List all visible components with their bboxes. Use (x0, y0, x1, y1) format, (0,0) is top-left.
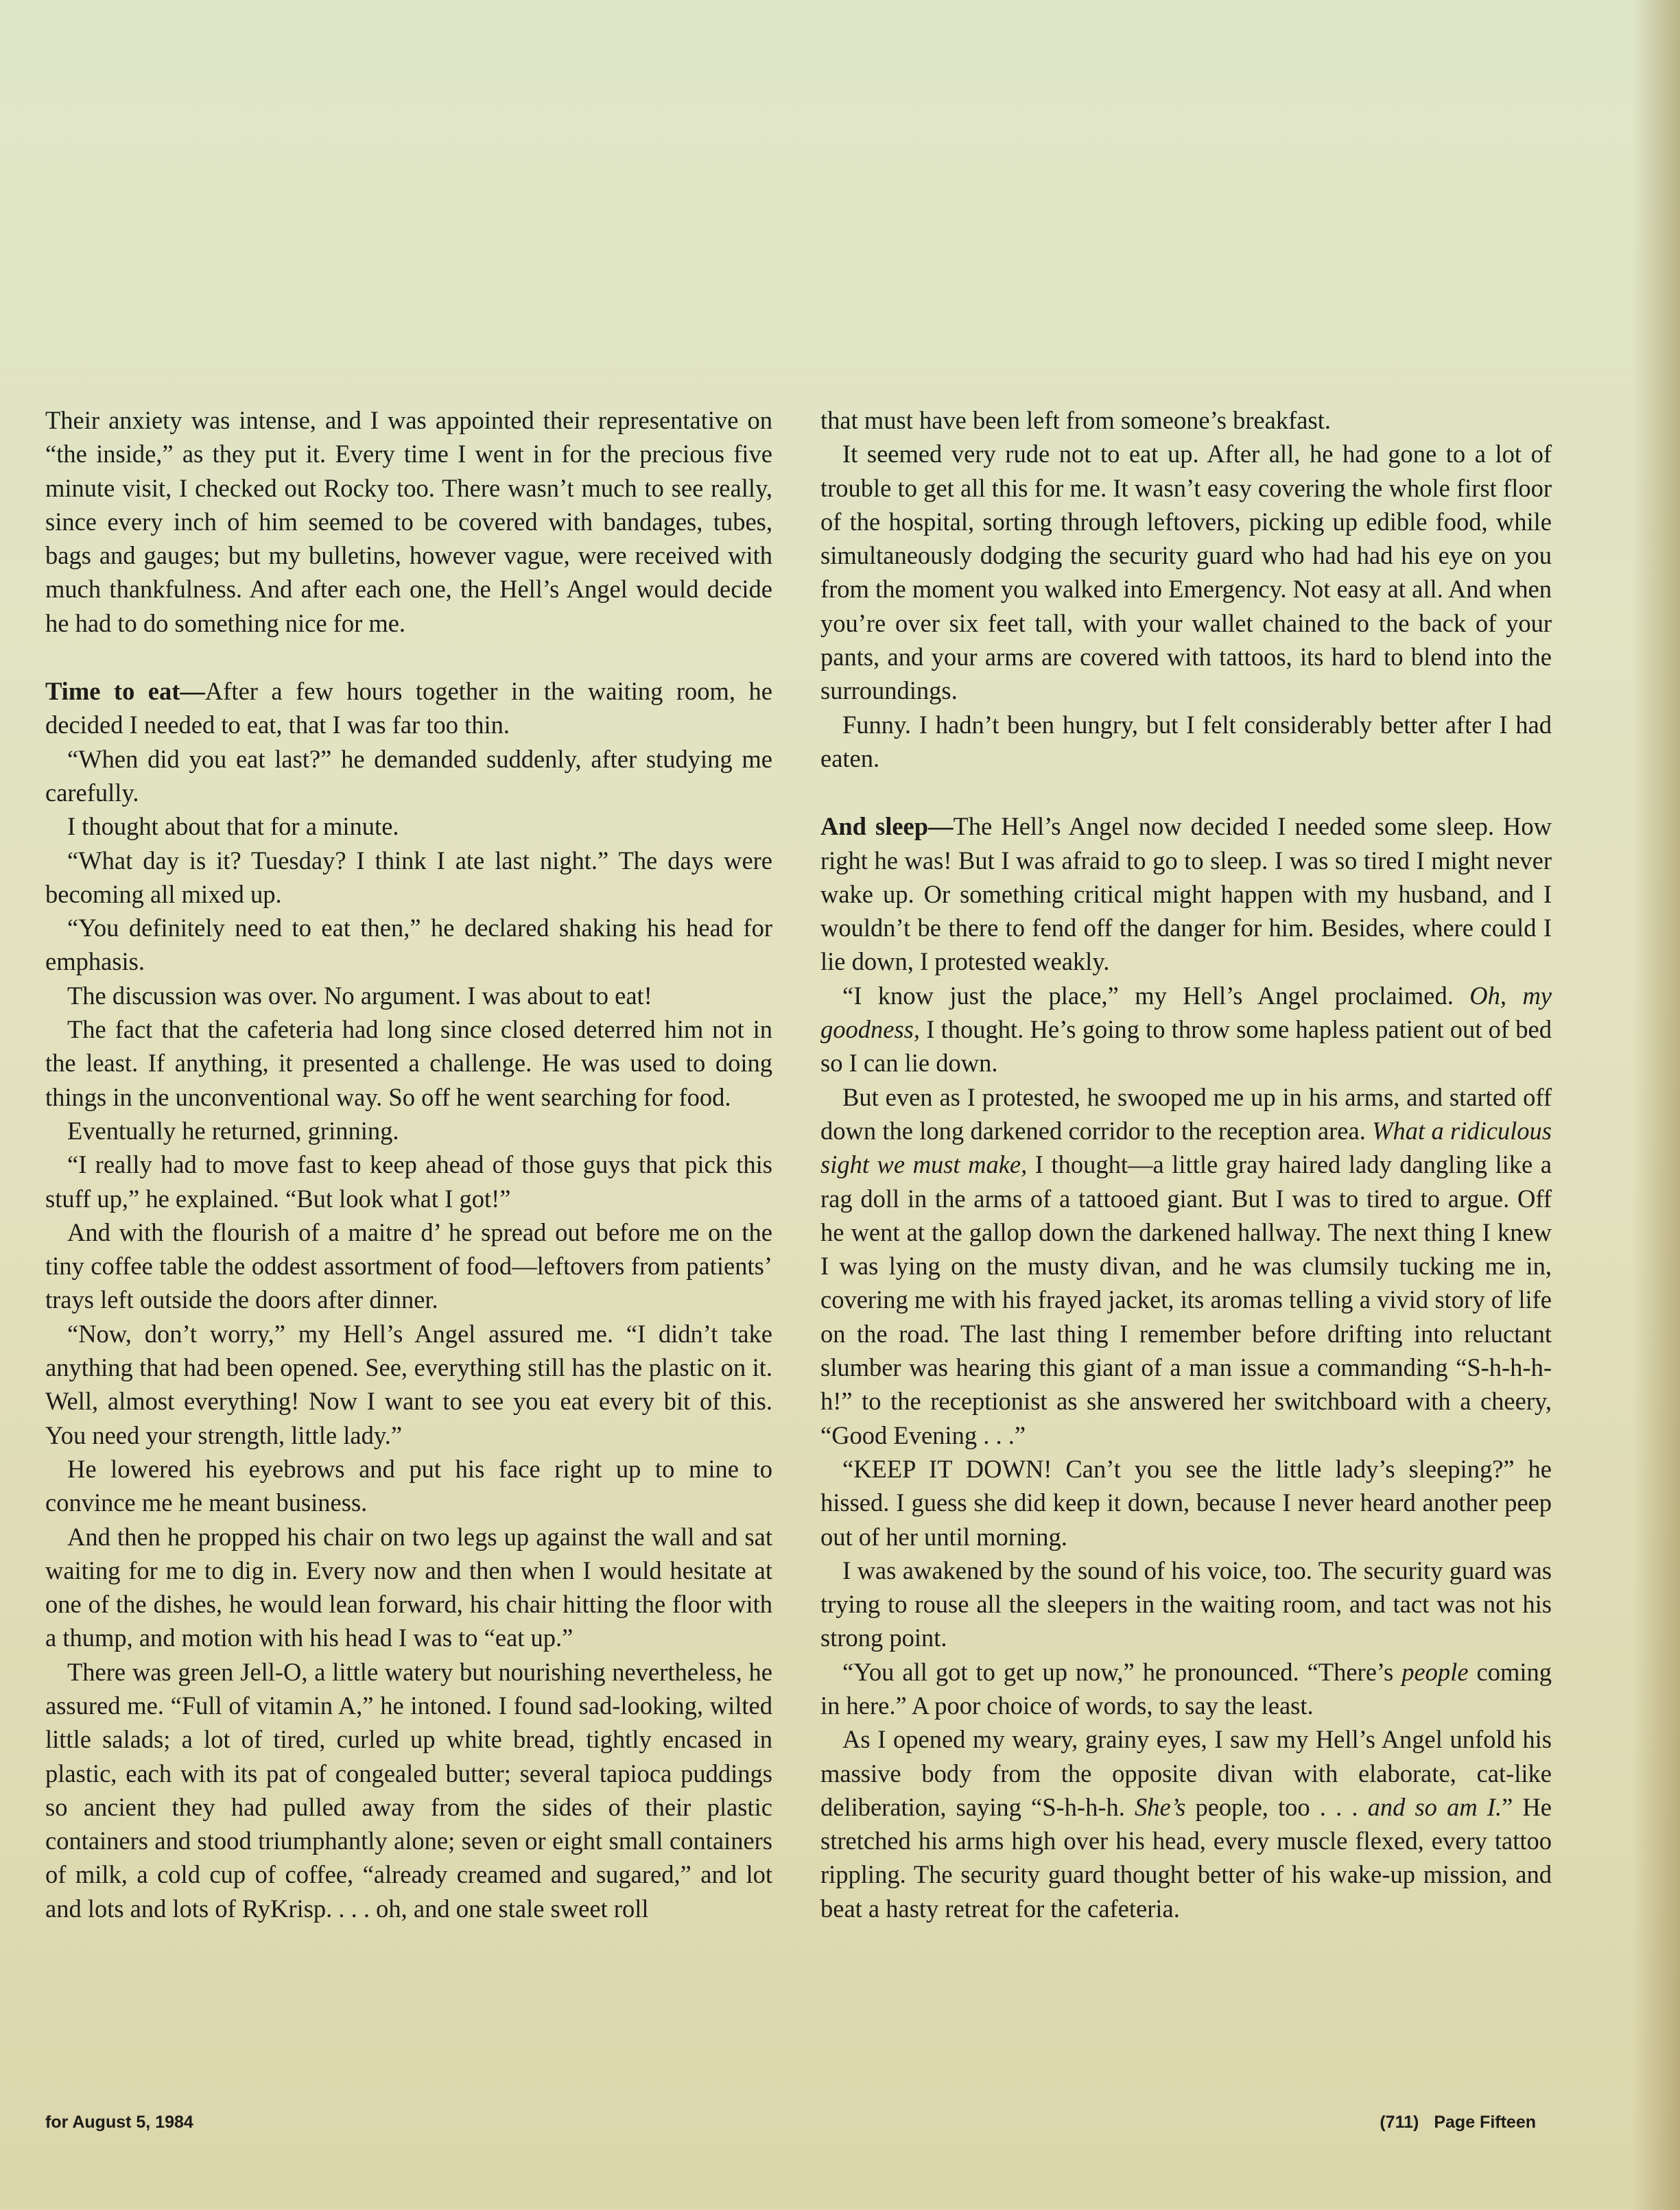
section-time-to-eat (45, 674, 772, 742)
paragraph (820, 979, 1552, 1080)
text-run: I thought—a little gray haired lady dangling like a rag doll in the arms of a tattooed giant. But I was to tired to argue. Off he went at the gallop down the darkened hallway. The next thing I knew I was lying on the musty divan, and he was clumsily tucking me in, covering me with his frayed jacket, its aromas telling a vivid story of life on the road. The last thing I remember before drifting into reluctant slumber was hearing this giant of a man issue a commanding “S-h-h-h-h!” to the receptionist as she answered her switchboard with a cheery, “Good Evening . . .” (820, 1150, 1552, 1449)
text-run: people, too . . . (1185, 1792, 1368, 1821)
text-run: “I know just the place,” my Hell’s Angel proclaimed. (842, 981, 1470, 1010)
section-text: The Hell’s Angel now decided I needed some sleep. How right he was! But I was afraid to go to sleep. I was so tired I might never wake up. Or something critical might happen with my husband, and I wouldn’t be there to fend off the danger for him. Besides, where could I lie down, I protested weakly. (820, 812, 1552, 976)
paragraph: He lowered his eyebrows and put his face right up to mine to convince me he meant business. (45, 1454, 772, 1517)
paragraph: Eventually he returned, grinning. (67, 1116, 399, 1145)
section-lead: And sleep— (820, 812, 954, 841)
paragraph: It seemed very rude not to eat up. After all, he had gone to a lot of trouble to get all this for me. It wasn’t easy covering the whole first floor of the hospital, sorting through leftovers, picking up edible food, while simultaneously dodging the security guard who had had his eye on you from the moment you walked into Emergency. Not easy at all. And when you’re over six feet tall, with your wallet chained to the back of your pants, and your arms are covered with tattoos, its hard to blend into the surroundings. (820, 440, 1552, 705)
footer-date: for August 5, 1984 (45, 2113, 193, 2132)
text-run: “You all got to get up now,” he pronounced. “There’s (842, 1657, 1402, 1686)
paragraph: The fact that the cafeteria had long since closed deterred him not in the least. If anything, it presented a challenge. He was used to doing things in the unconventional way. So off he went searching for food. (45, 1015, 772, 1111)
italic-run: people (1401, 1657, 1469, 1686)
section-and-sleep (820, 809, 1552, 978)
paragraph (820, 1080, 1552, 1452)
paragraph: I thought about that for a minute. (67, 812, 399, 841)
paragraph: “When did you eat last?” he demanded suddenly, after studying me carefully. (45, 744, 772, 807)
italic-run: and so am I. (1367, 1792, 1502, 1821)
page-edge-shadow (1632, 0, 1680, 2210)
italic-run: What a ridiculous sight we must make, (820, 1116, 1552, 1179)
paragraph: Their anxiety was intense, and I was appointed their representative on “the inside,” as they put it. Every time I went in for the precious five minute visit, I checked out Rocky too. There wasn’t much to see really, since every inch of him seemed to be covered with bandages, tubes, bags and gauges; but my bulletins, however vague, were received with much thankfulness. And after each one, the Hell’s Angel would decide he had to do something nice for me. (45, 406, 772, 637)
left-column (45, 403, 772, 1925)
paragraph: “KEEP IT DOWN! Can’t you see the little lady’s sleeping?” he hissed. I guess she did keep it down, because I never heard another peep out of her until morning. (820, 1454, 1552, 1551)
text-run: But even as I protested, he swooped me up in his arms, and started off down the long darkened corridor to the reception area. (820, 1082, 1552, 1145)
page-code: (711) (1380, 2113, 1419, 2132)
text-run: coming in here.” A poor choice of words, to say the least. (820, 1657, 1552, 1720)
italic-run: Oh, my goodness, (820, 981, 1552, 1044)
right-column (820, 403, 1552, 1925)
paragraph (820, 1655, 1552, 1723)
paragraph: “You definitely need to eat then,” he declared shaking his head for emphasis. (45, 914, 772, 976)
section-lead: Time to eat— (45, 677, 205, 706)
paragraph: “What day is it? Tuesday? I think I ate last night.” The days were becoming all mixed up. (45, 846, 772, 908)
paragraph: And then he propped his chair on two legs up against the wall and sat waiting for me to dig in. Every now and then when I would hesitate at one of the dishes, he would lean forward, his chair hitting the floor with a thump, and motion with his head I was to “eat up.” (45, 1522, 772, 1652)
paragraph (820, 1722, 1552, 1925)
italic-run: She’s (1134, 1792, 1186, 1821)
paragraph: Funny. I hadn’t been hungry, but I felt considerably better after I had eaten. (820, 710, 1552, 772)
section-text: After a few hours together in the waiting room, he decided I needed to eat, that I was far too thin. (45, 677, 772, 739)
footer-page-number (1380, 2113, 1536, 2132)
paragraph: The discussion was over. No argument. I was about to eat! (67, 981, 652, 1010)
paragraph: “I really had to move fast to keep ahead of those guys that pick this stuff up,” he explained. “But look what I got!” (45, 1150, 772, 1213)
page-label: Page Fifteen (1434, 2113, 1536, 2132)
paragraph: I was awakened by the sound of his voice, too. The security guard was trying to rouse all the sleepers in the waiting room, and tact was not his strong point. (820, 1556, 1552, 1652)
paragraph: that must have been left from someone’s breakfast. (820, 406, 1331, 434)
text-run: ” He stretched his arms high over his head, every muscle flexed, every tattoo rippling. The security guard thought better of his wake-up mission, and beat a hasty retreat for the cafeteria. (820, 1792, 1552, 1923)
text-run: As I opened my weary, grainy eyes, I saw my Hell’s Angel unfold his massive body from the opposite divan with elaborate, cat-like deliberation, saying “S-h-h-h. (820, 1725, 1552, 1821)
paragraph: And with the flourish of a maitre d’ he spread out before me on the tiny coffee table the oddest assortment of food—leftovers from patients’ trays left outside the doors after dinner. (45, 1217, 772, 1314)
paragraph: There was green Jell-O, a little watery but nourishing nevertheless, he assured me. “Full of vitamin A,” he intoned. I found sad-looking, wilted little salads; a lot of tired, curled up white bread, tightly encased in plastic, each with its pat of congealed butter; several tapioca puddings so ancient they had pulled away from the sides of their plastic containers and stood triumphantly alone; seven or eight small containers of milk, a cold cup of coffee, “already creamed and sugared,” and lot and lots and lots of RyKrisp. . . . oh, and one stale sweet roll (45, 1657, 772, 1923)
text-run: I thought. He’s going to throw some hapless patient out of bed so I can lie down. (820, 1015, 1552, 1078)
paragraph: “Now, don’t worry,” my Hell’s Angel assured me. “I didn’t take anything that had been opened. See, everything still has the plastic on it. Well, almost everything! Now I want to see you eat every bit of this. You need your strength, little lady.” (45, 1319, 772, 1449)
